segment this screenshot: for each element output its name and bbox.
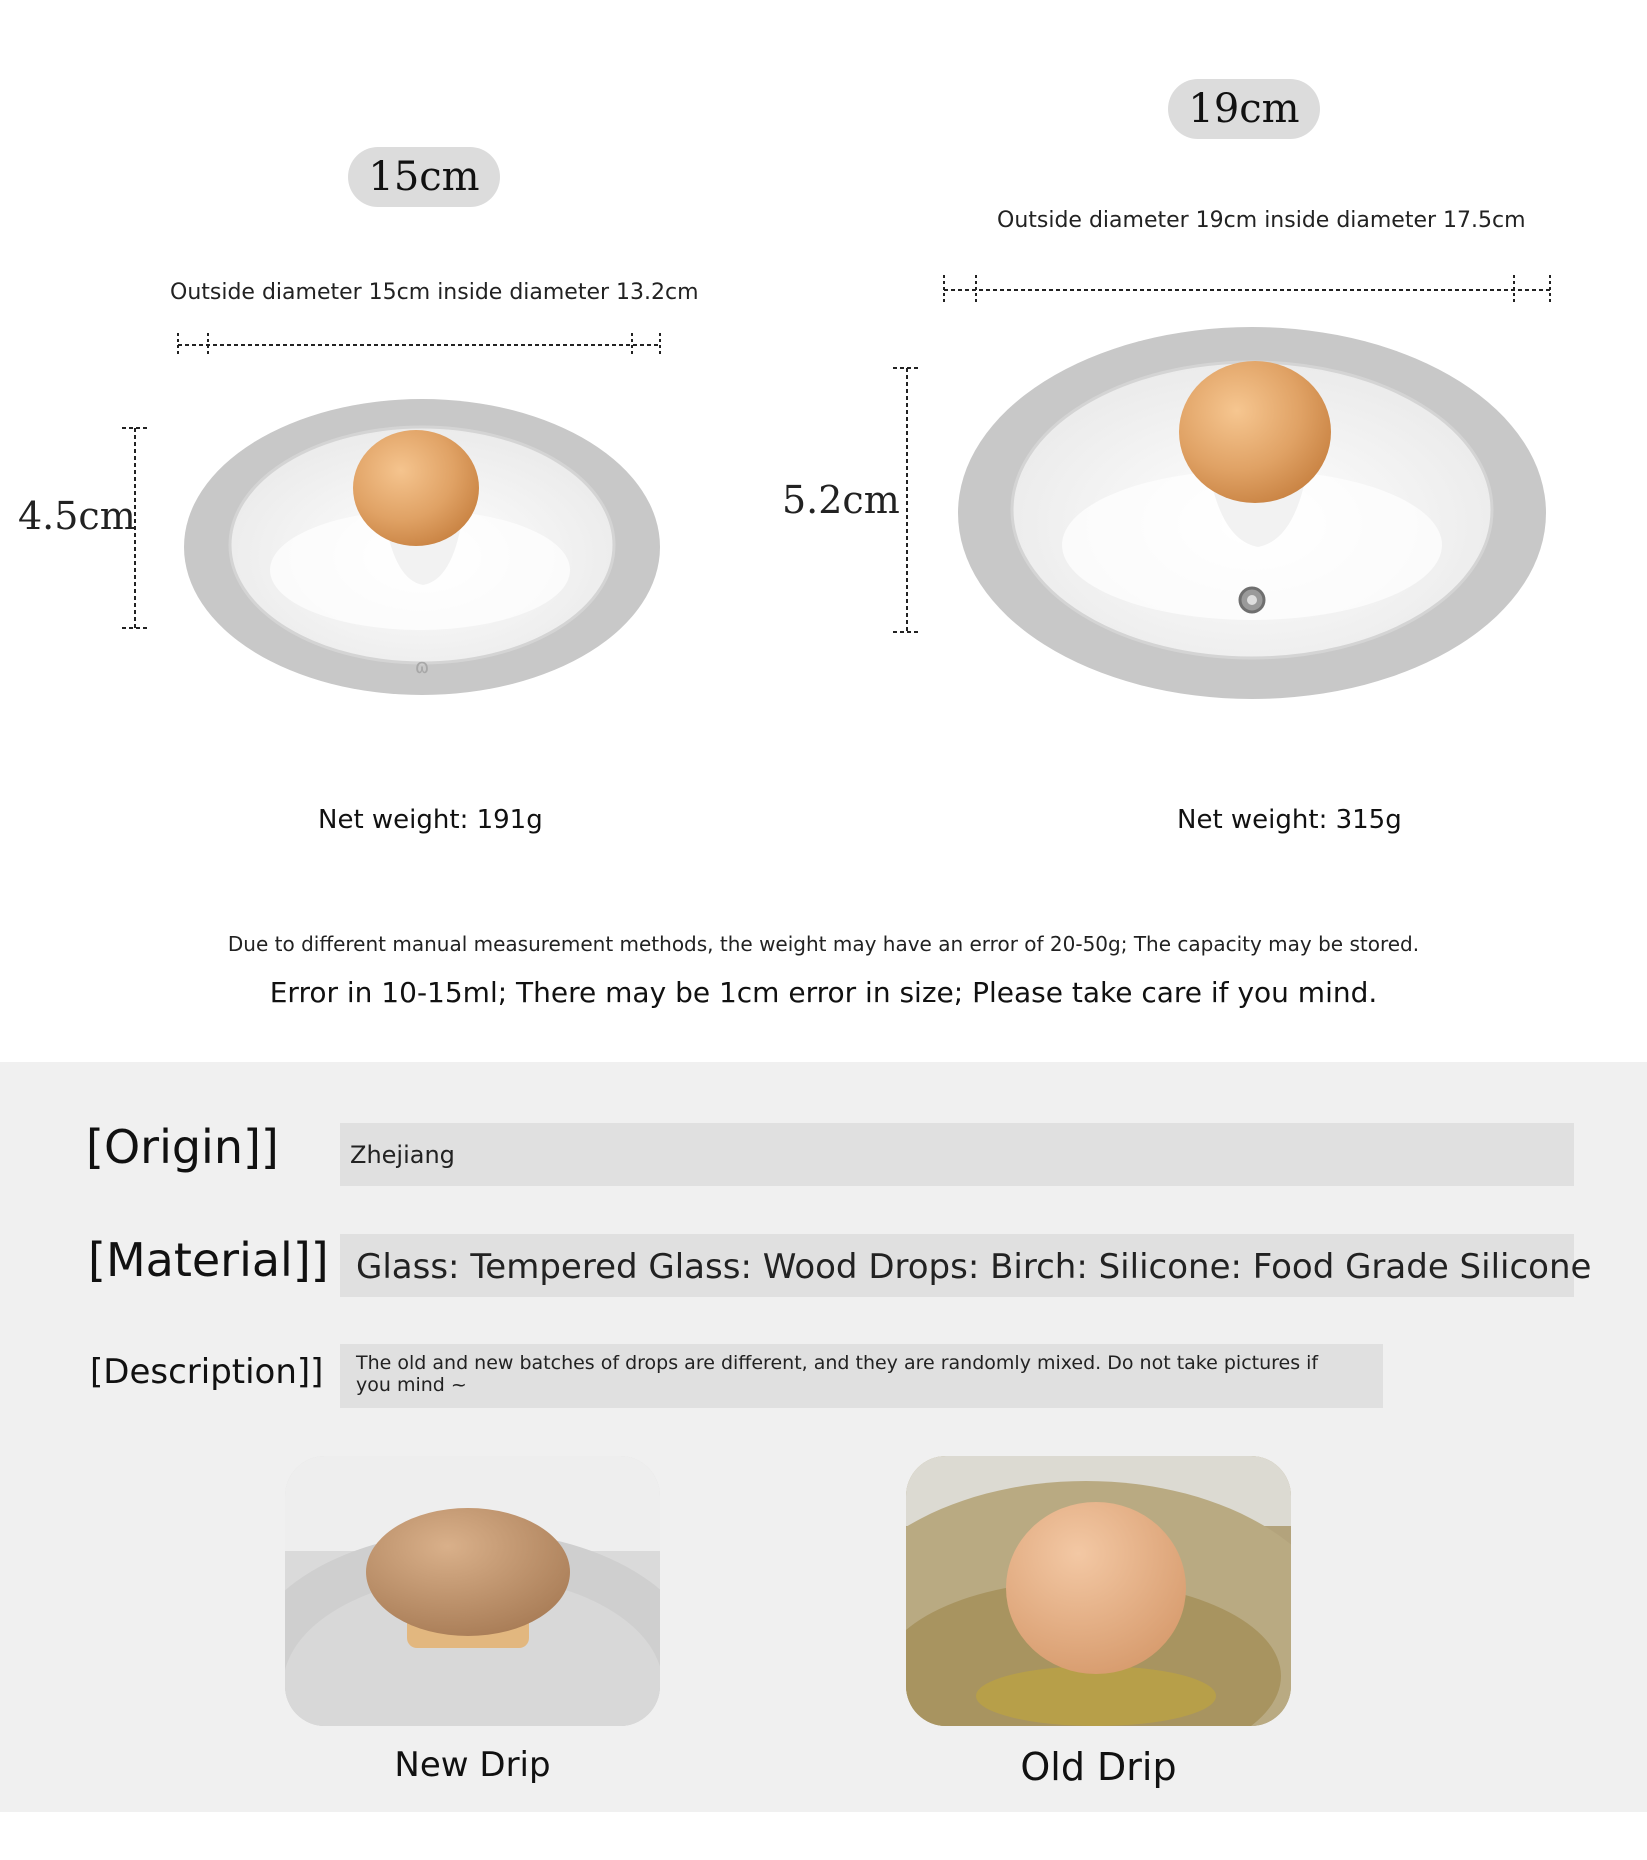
height-label-15: 4.5cm [18,494,136,538]
glass-lid-19-image [955,325,1550,705]
new-drip-caption: New Drip [394,1745,551,1785]
size-badge-19 [1168,79,1320,139]
svg-text:ɷ: ɷ [414,654,430,678]
material-label: [Material]] [88,1233,329,1287]
new-drip-knob-image [285,1456,660,1726]
net-weight-15: Net weight: 191g [318,805,543,835]
net-weight-19: Net weight: 315g [1177,805,1402,835]
origin-value-box [340,1123,1574,1186]
old-drip-caption: Old Drip [1020,1745,1177,1789]
measurement-note-line-2: Error in 10-15ml; There may be 1cm error in size; Please take care if you mind. [269,976,1378,1009]
old-drip-photo [906,1456,1291,1726]
diameter-text-15: Outside diameter 15cm inside diameter 13.2cm [170,280,699,305]
width-dimension-line-15 [170,330,670,360]
new-drip-photo [285,1456,660,1726]
glass-lid-15-image [180,395,665,700]
height-label-19: 5.2cm [782,478,900,522]
origin-value: Zhejiang [350,1141,455,1169]
diameter-text-19: Outside diameter 19cm inside diameter 17.5cm [997,208,1526,233]
description-value-box [340,1344,1383,1408]
measurement-note-line-1: Due to different manual measurement methods, the weight may have an error of 20-50g; The capacity may be stored. [227,932,1420,956]
description-label: [Description]] [90,1352,324,1392]
old-drip-knob-image [906,1456,1291,1726]
origin-label: [Origin]] [86,1120,279,1174]
size-badge-15-label: 15cm [368,154,480,200]
width-dimension-line-19 [936,272,1556,308]
material-value: Glass: Tempered Glass: Wood Drops: Birch: Silicone: Food Grade Silicone [356,1247,1592,1287]
size-badge-19-label: 19cm [1188,86,1300,132]
material-value-box [340,1234,1592,1297]
size-badge-15 [348,147,500,207]
description-value: The old and new batches of drops are different, and they are randomly mixed. Do not take pictures if you mind ~ [356,1352,1319,1396]
